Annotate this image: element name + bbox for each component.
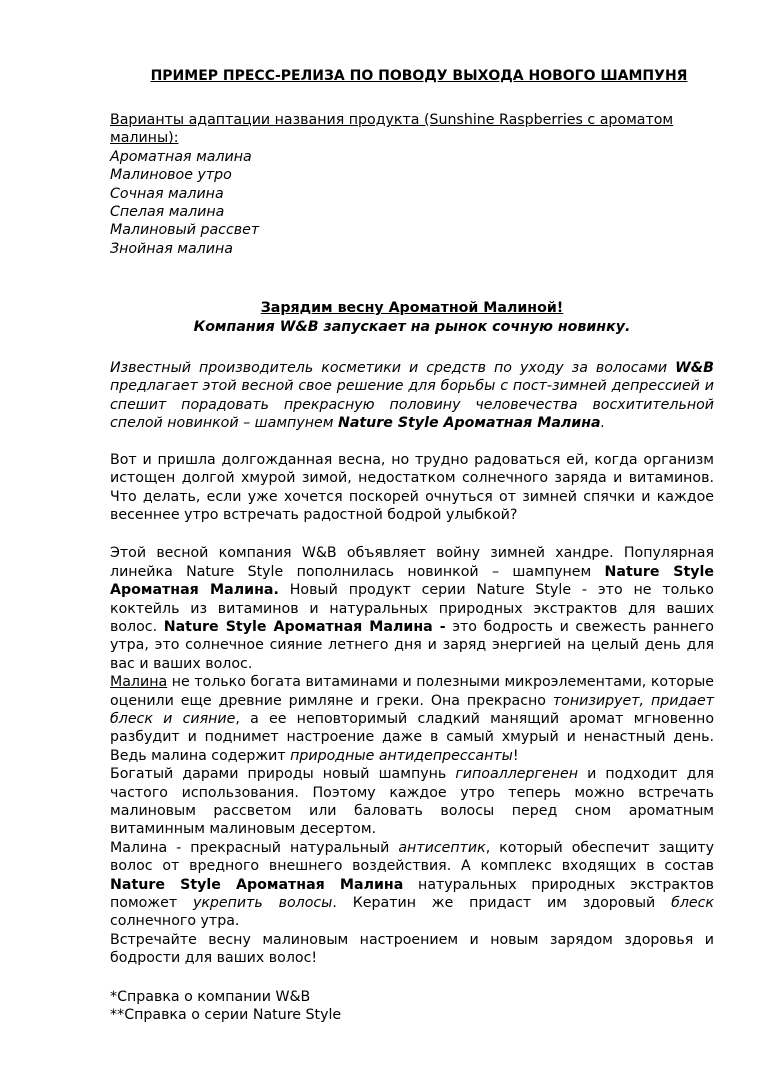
paragraph-6: Встречайте весну малиновым настроением и новым зарядом здоровья и бодрости для ваших волос! bbox=[110, 931, 714, 967]
variant-item: Малиновое утро bbox=[110, 167, 232, 184]
paragraph-2: Этой весной компания W&B объявляет войну зимней хандре. Популярная линейка Nature Style пополнилась новинкой – шампунем Nature Style Ароматная Малина. Новый продукт серии Nature Style - это не только коктейль из витаминов и натуральных природных экстрактов для ваших волос. Nature Style Ароматная Малина - это бодрость и свежесть раннего утра, это солнечное сияние летнего дня и заряд энергией на целый день для вас и ваших волос. bbox=[110, 545, 714, 672]
brand-name: W&B bbox=[675, 360, 714, 377]
variant-item: Спелая малина bbox=[110, 204, 225, 221]
press-headline: Зарядим весну Ароматной Малиной! bbox=[260, 300, 564, 317]
paragraph-4: Богатый дарами природы новый шампунь гипоаллергенен и подходит для частого использования. Поэтому каждое утро теперь можно встречать малиновым рассветом или баловать волосы перед сном ароматным витаминным малиновым десертом. bbox=[110, 766, 714, 838]
document-body bbox=[110, 66, 714, 1024]
document-title: ПРИМЕР ПРЕСС-РЕЛИЗА ПО ПОВОДУ ВЫХОДА НОВОГО ШАМПУНЯ bbox=[150, 68, 688, 84]
paragraph-5: Малина - прекрасный натуральный антисептик, который обеспечит защиту волос от вредного внешнего воздействия. А комплекс входящих в состав Nature Style Ароматная Малина натуральных природных экстрактов поможет укрепить волосы. Кератин же придаст им здоровый блеск солнечного утра. bbox=[110, 839, 714, 930]
product-name: Nature Style Ароматная Малина bbox=[337, 415, 601, 432]
variant-item: Сочная малина bbox=[110, 185, 224, 202]
paragraph-1: Вот и пришла долгожданная весна, но трудно радоваться ей, когда организм истощен долгой хмурой зимой, недостатком солнечного заряда и витаминов. Что делать, если уже хочется поскорей очнуться от зимней спячки и каждое весеннее утро встречать радостной бодрой улыбкой? bbox=[110, 451, 714, 523]
product-name: Nature Style Ароматная Малина. bbox=[110, 563, 714, 599]
lead-paragraph: Известный производитель косметики и средств по уходу за волосами W&B предлагает этой весной свое решение для борьбы с пост-зимней депрессией и спешит порадовать прекрасную половину человечества восхитительной спелой новинкой – шампунем Nature Style Ароматная Малина. bbox=[110, 360, 714, 432]
variant-item: Малиновый рассвет bbox=[110, 222, 260, 239]
paragraph-3: Малина не только богата витаминами и полезными микроэлементами, которые оценили еще древние римляне и греки. Она прекрасно тонизирует, придает блеск и сияние, а ее неповторимый сладкий манящий аромат мгновенно разбудит и поднимет настроение даже в самый хмурый и ненастный день. Ведь малина содержит природные антидепрессанты! bbox=[110, 674, 715, 764]
variant-item: Ароматная малина bbox=[110, 148, 252, 165]
footnote: *Справка о компании W&B bbox=[110, 988, 311, 1005]
product-name: Nature Style Ароматная Малина bbox=[110, 876, 404, 893]
product-name: Nature Style Ароматная Малина - bbox=[163, 618, 446, 635]
variants-intro: Варианты адаптации названия продукта (Sunshine Raspberries с ароматом малины): bbox=[110, 112, 674, 147]
variant-item: Знойная малина bbox=[110, 240, 233, 257]
press-subheadline: Компания W&B запускает на рынок сочную новинку. bbox=[193, 318, 631, 335]
footnote: **Справка о серии Nature Style bbox=[110, 1007, 342, 1024]
